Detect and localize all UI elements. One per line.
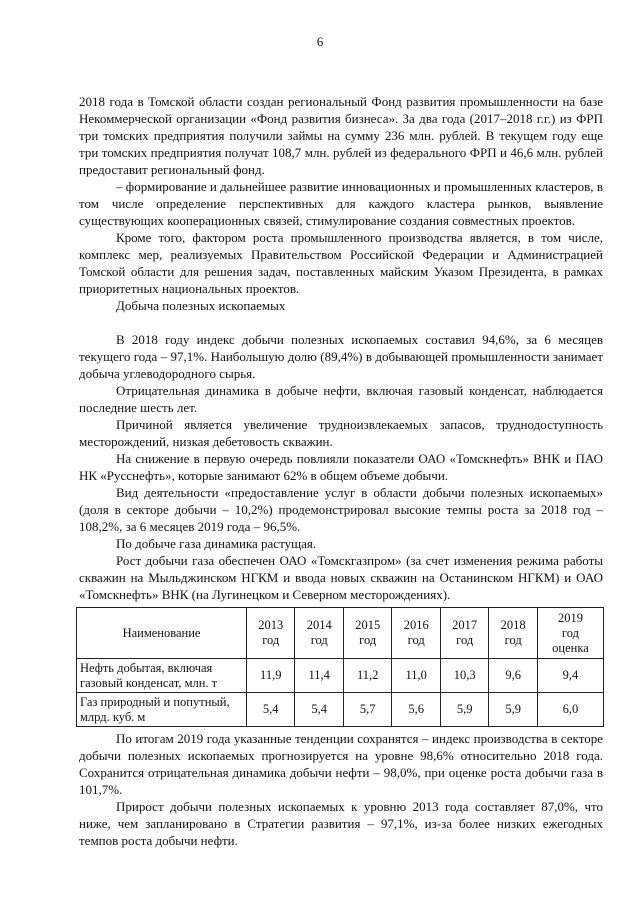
table-cell: 11,2 (343, 659, 391, 693)
paragraph-forecast: По итогам 2019 года указанные тенденции сохранятся – индекс производства в секторе добычи полезных ископаемых прогнозируется на уровне 98,6% относительно 2018 года. Сохранится отрицательная динамика добычи нефти – 98,0%, при оценке роста добычи газа в 101,7%. (79, 731, 603, 797)
table-header-year: 2019 год оценка (537, 608, 603, 659)
table-header-year: 2013 год (247, 608, 295, 659)
table-cell: 5,7 (343, 693, 391, 727)
paragraph-clusters: – формирование и дальнейшее развитие инновационных и промышленных кластеров, в том числе определение перспективных для каждого кластера рынков, выявление существующих кооперационных связей, стимулирование создания совместных проектов. (79, 179, 603, 228)
table-header-year: 2018 год (489, 608, 537, 659)
table-header-row (77, 608, 604, 659)
paragraph-growth-factor: Кроме того, фактором роста промышленного производства является, в том числе, комплекс мер, реализуемых Правительством Российской Федерации и Администрацией Томской области для решения задач, поставленных майским Указом Президента, в рамках приоритетных национальных проектов. (79, 230, 603, 296)
table-cell: 5,4 (247, 693, 295, 727)
paragraph-mining-index: В 2018 году индекс добычи полезных ископаемых составил 94,6%, за 6 месяцев текущего года – 97,1%. Наибольшую долю (89,4%) в добывающей промышленности занимает добыча углеводородного сырья. (79, 332, 603, 381)
table-row (77, 693, 604, 727)
table-header-year: 2016 год (392, 608, 440, 659)
table-cell: 11,4 (295, 659, 343, 693)
table-cell: 11,9 (247, 659, 295, 693)
table-cell: 5,4 (295, 693, 343, 727)
table-header-name: Наименование (77, 608, 247, 659)
table-row-label: Нефть добытая, включая газовый конденсат, млн. т (77, 659, 247, 693)
paragraph-oil-decline: Отрицательная динамика в добыче нефти, включая газовый конденсат, наблюдается последние шесть лет. (79, 383, 603, 415)
table-cell: 11,0 (392, 659, 440, 693)
table-header-year: 2017 год (440, 608, 488, 659)
table-cell: 5,9 (440, 693, 488, 727)
document-body (79, 93, 603, 849)
table-cell: 9,6 (489, 659, 537, 693)
table-row-label: Газ природный и попутный, млрд. куб. м (77, 693, 247, 727)
table-row (77, 659, 604, 693)
paragraph-services: Вид деятельности «предоставление услуг в области добычи полезных ископаемых» (доля в секторе добычи – 10,2%) продемонстрировал высокие темпы роста за 2018 год – 108,2%, за 6 месяцев 2019 года – 96,5%. (79, 485, 603, 534)
table-header-year: 2015 год (343, 608, 391, 659)
table-cell: 10,3 (440, 659, 488, 693)
table-cell: 9,4 (537, 659, 603, 693)
table-cell: 5,9 (489, 693, 537, 727)
table-header-year: 2014 год (295, 608, 343, 659)
paragraph-strategy: Прирост добычи полезных ископаемых к уровню 2013 года составляет 87,0%, что ниже, чем запланировано в Стратегии развития – 97,1%, из-за более низких ежегодных темпов роста добычи нефти. (79, 799, 603, 848)
paragraph-gas-sources: Рост добычи газа обеспечен ОАО «Томскгазпром» (за счет изменения режима работы скважин на Мыльджинском НГКМ и ввода новых скважин на Останинском НГКМ) и ОАО «Томскнефть» ВНК (на Лугинецком и Северном месторождениях). (79, 553, 603, 602)
paragraph-companies-share: На снижение в первую очередь повлияли показатели ОАО «Томскнефть» ВНК и ПАО НК «Русснефть», которые занимают 62% в общем объеме добычи. (79, 451, 603, 483)
table-cell: 6,0 (537, 693, 603, 727)
paragraph-gas-growth: По добыче газа динамика растущая. (116, 536, 317, 551)
section-heading-mining: Добыча полезных ископаемых (116, 298, 286, 313)
paragraph-decline-reason: Причиной является увеличение трудноизвлекаемых запасов, труднодоступность месторождений, низкая дебетовость скважин. (79, 417, 603, 449)
production-table (76, 607, 604, 727)
paragraph-fund-development: 2018 года в Томской области создан региональный Фонд развития промышленности на базе Некоммерческой организации «Фонд развития бизнеса». За два года (2017–2018 г.г.) из ФРП три томских предприятия получили займы на сумму 236 млн. рублей. В текущем году еще три томских предприятия получат 108,7 млн. рублей из федерального ФРП и 46,6 млн. рублей предоставит региональный фонд. (79, 94, 603, 177)
page-number: 6 (316, 34, 324, 49)
table-cell: 5,6 (392, 693, 440, 727)
